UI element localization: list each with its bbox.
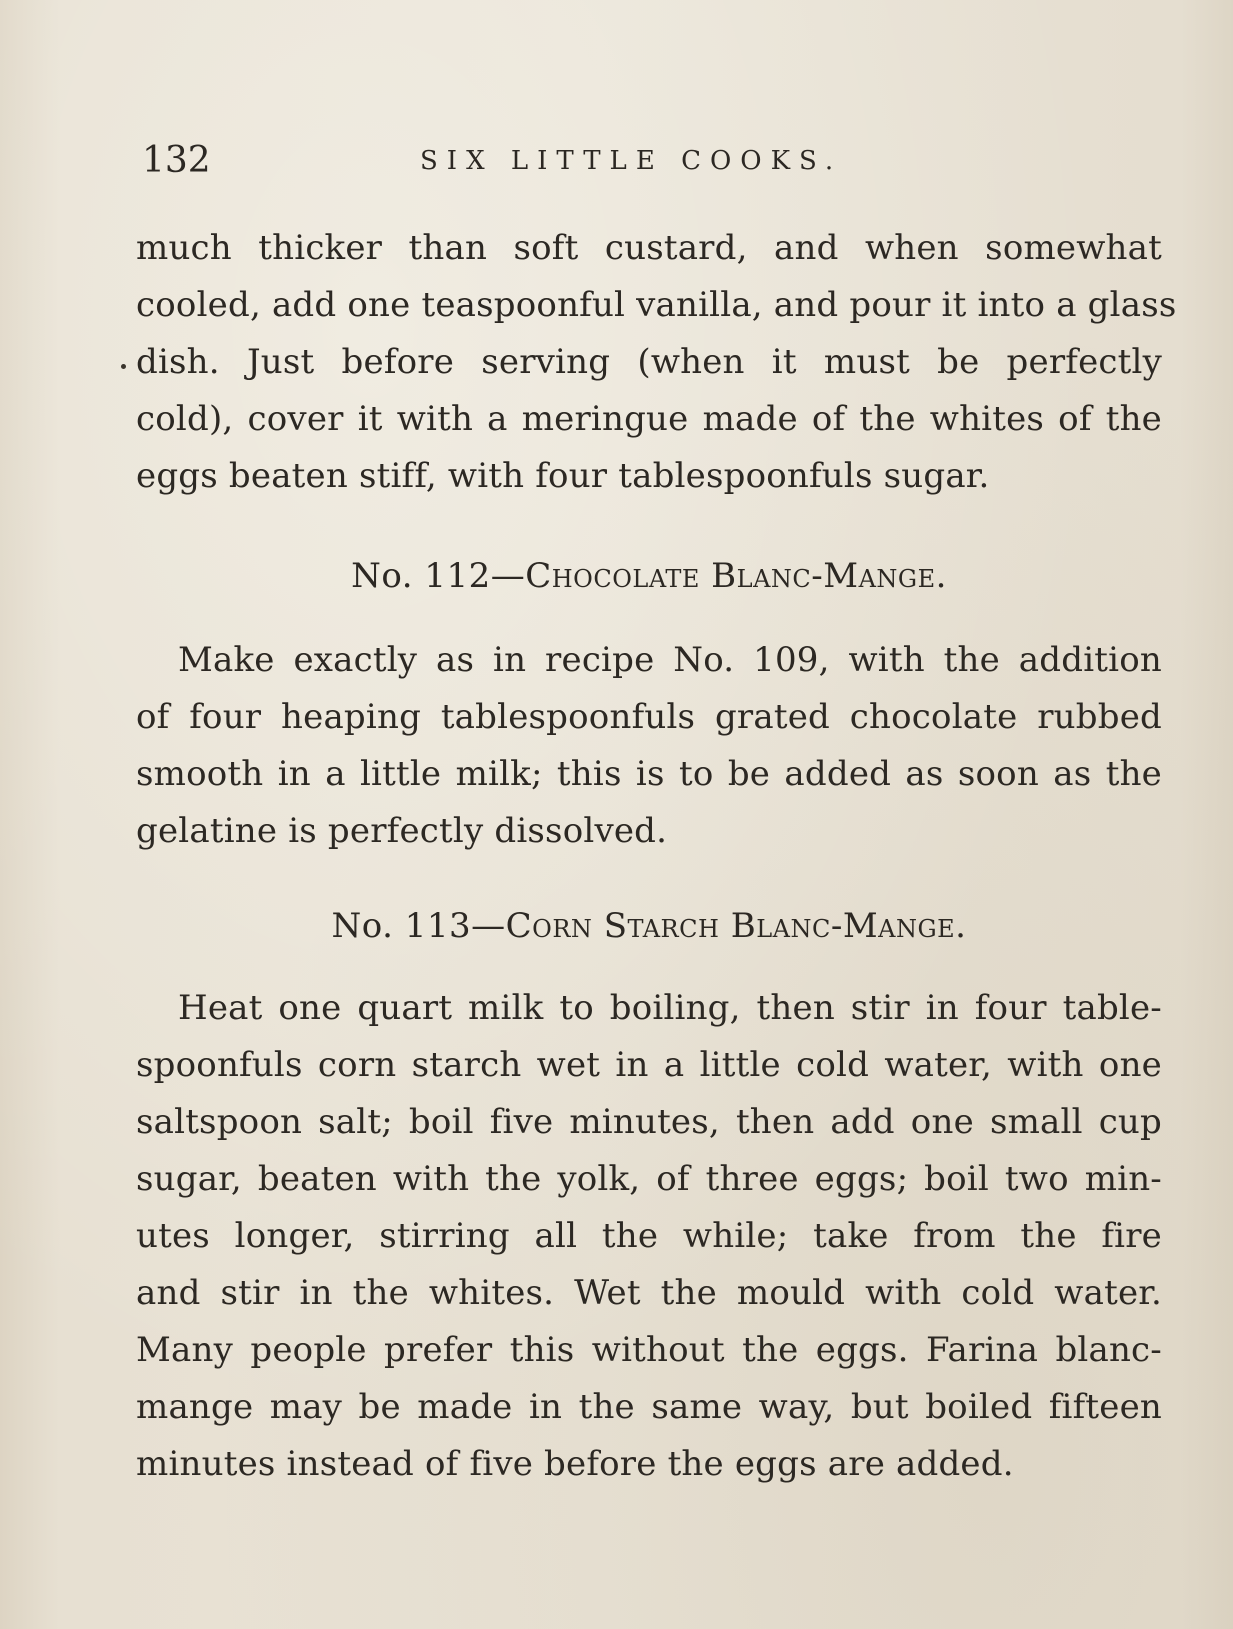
text-line: dish. Just before serving (when it must be perfectly (136, 342, 1162, 382)
text-line: of four heaping tablespoonfuls grated chocolate rubbed (136, 697, 1162, 737)
recipe-112-paragraph (136, 632, 1162, 860)
recipe-number: No. 113— (331, 906, 506, 946)
text-line: utes longer, stirring all the while; take from the fire (136, 1216, 1162, 1256)
text-line: Heat one quart milk to boiling, then stir in four table- (178, 988, 1162, 1028)
text-line: much thicker than soft custard, and when somewhat (136, 228, 1162, 268)
text-line: spoonfuls corn starch wet in a little cold water, with one (136, 1045, 1162, 1085)
text-line: eggs beaten stiff, with four tablespoonfuls sugar. (136, 456, 990, 496)
recipe-title: Corn Starch Blanc-Mange. (505, 906, 967, 946)
recipe-title: Chocolate Blanc-Mange. (525, 556, 947, 596)
margin-mark (121, 364, 126, 369)
text-line: Many people prefer this without the eggs. Farina blanc- (136, 1330, 1162, 1370)
continuation-paragraph (136, 220, 1177, 505)
recipe-heading-113 (136, 906, 1162, 946)
recipe-number: No. 112— (351, 556, 526, 596)
text-line: mange may be made in the same way, but boiled fifteen (136, 1387, 1162, 1427)
text-line: and stir in the whites. Wet the mould with cold water. (136, 1273, 1162, 1313)
text-line: Make exactly as in recipe No. 109, with the addition (178, 640, 1162, 680)
text-line: smooth in a little milk; this is to be added as soon as the (136, 754, 1162, 794)
text-line: cold), cover it with a meringue made of the whites of the (136, 399, 1162, 439)
page-number: 132 (142, 140, 211, 181)
running-title: SIX LITTLE COOKS. (420, 146, 843, 176)
text-line: sugar, beaten with the yolk, of three eggs; boil two min- (136, 1159, 1162, 1199)
text-line: saltspoon salt; boil five minutes, then add one small cup (136, 1102, 1162, 1142)
text-line: cooled, add one teaspoonful vanilla, and pour it into a glass (136, 285, 1177, 325)
recipe-113-paragraph (136, 980, 1162, 1493)
text-line: minutes instead of five before the eggs are added. (136, 1444, 1014, 1484)
recipe-heading-112 (136, 556, 1162, 596)
text-line: gelatine is perfectly dissolved. (136, 811, 668, 851)
